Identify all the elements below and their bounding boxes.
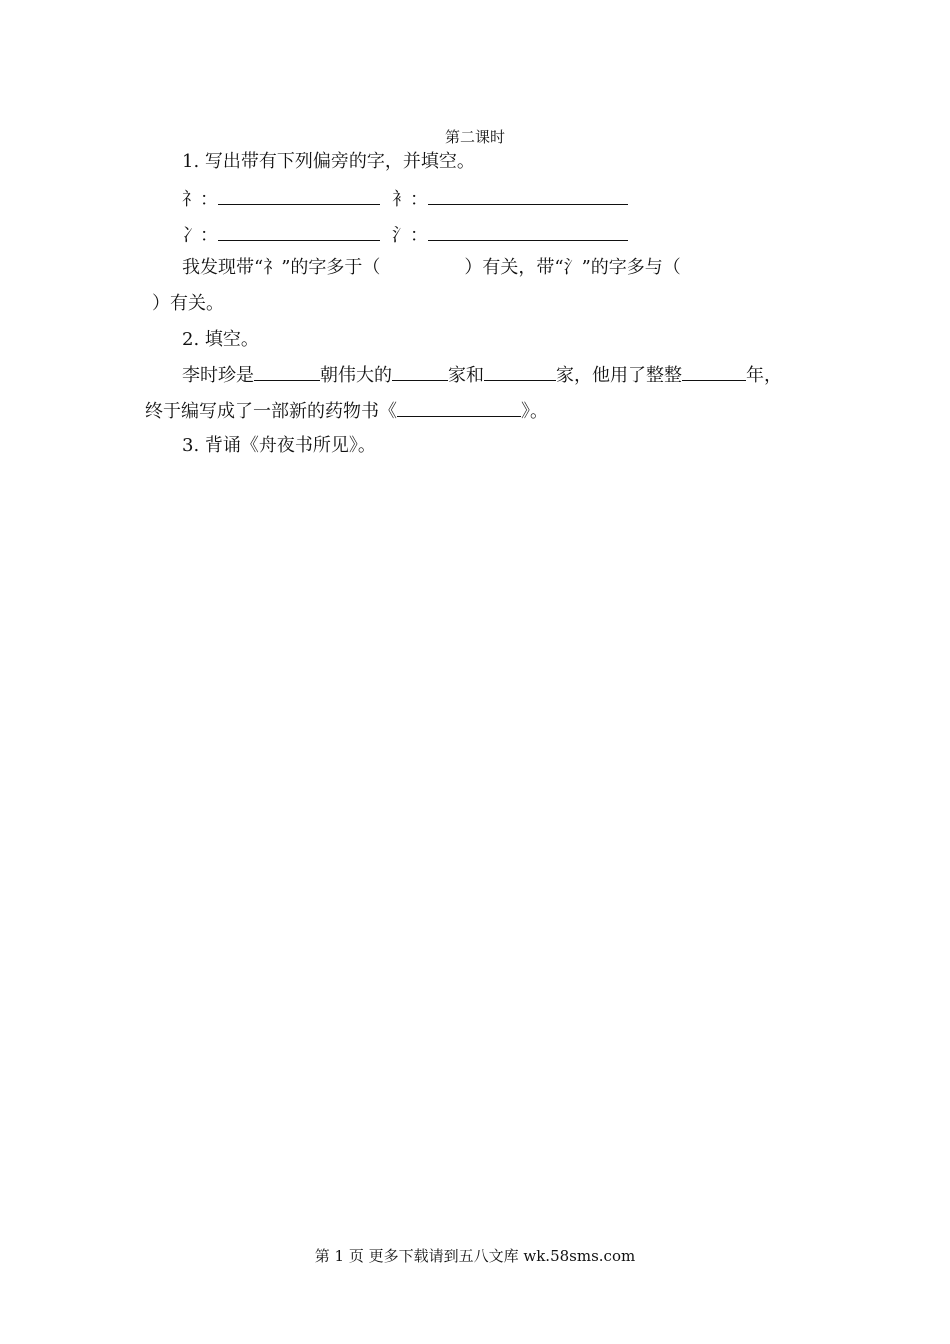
sentence-text: ）有关，带“氵”的字多与（: [464, 257, 681, 278]
page-footer: 第 1 页 更多下载请到五八文库 wk.58sms.com: [314, 1247, 636, 1265]
sentence-text: 朝伟大的: [320, 365, 392, 386]
answer-blank[interactable]: [682, 362, 746, 381]
sentence-text: 家，他用了整整: [556, 365, 682, 386]
q1-sentence-line2: ）有关。: [152, 293, 224, 314]
radical-label: 衤：: [392, 189, 428, 210]
q1-prompt: 1. 写出带有下列偏旁的字，并填空。: [182, 151, 475, 172]
sentence-text: 》。: [521, 401, 548, 422]
q1-row2: [182, 222, 628, 248]
answer-blank[interactable]: [397, 398, 521, 417]
q1-row1: [182, 186, 628, 212]
answer-blank[interactable]: [428, 186, 628, 205]
q2-sentence-line1: [182, 362, 782, 388]
q3-prompt: 3. 背诵《舟夜书所见》。: [182, 435, 376, 456]
q2-sentence-line2: [145, 398, 548, 424]
radical-label: 氵：: [392, 225, 428, 246]
sentence-text: 李时珍是: [182, 365, 254, 386]
answer-blank[interactable]: [218, 186, 380, 205]
answer-blank[interactable]: [218, 222, 380, 241]
sentence-text: 终于编写成了一部新的药物书《: [145, 401, 397, 422]
answer-blank[interactable]: [484, 362, 556, 381]
lesson-title: 第二课时: [444, 128, 505, 146]
answer-blank[interactable]: [392, 362, 448, 381]
radical-label: 礻：: [182, 189, 218, 210]
sentence-text: 家和: [448, 365, 484, 386]
sentence-text: 年，: [746, 365, 782, 386]
answer-blank[interactable]: [428, 222, 628, 241]
q1-sentence-line1: [182, 256, 681, 280]
answer-blank[interactable]: [254, 362, 320, 381]
q2-prompt: 2. 填空。: [182, 329, 259, 350]
radical-label: 冫：: [182, 225, 218, 246]
sentence-text: 我发现带“礻”的字多于（: [182, 257, 381, 278]
